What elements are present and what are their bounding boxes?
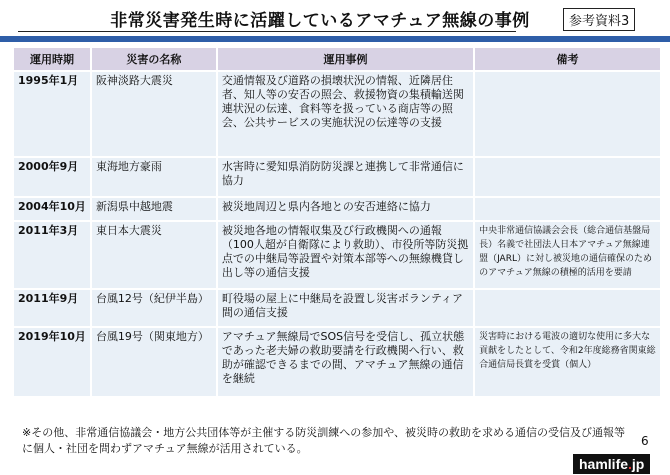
usage-cell: アマチュア無線局でSOS信号を受信し、孤立状態であった老夫婦の救助要請を行政機関へ行い、救助が確認できるまでの間、アマチュア無線の通信を継続 — [218, 328, 473, 396]
table-row — [14, 72, 660, 156]
table-row — [14, 222, 660, 288]
usage-cell: 交通情報及び道路の損壊状況の情報、近隣居住者、知人等の安否の照会、救援物資の集積輸送関連状況の伝達、食料等を扱っている商店等の照会、公共サービスの実施状況の伝達等の支援 — [218, 72, 473, 156]
usage-cell: 町役場の屋上に中継局を設置し災害ボランティア間の通信支援 — [218, 290, 473, 326]
period-cell: 2011年9月 — [14, 290, 90, 326]
period-cell: 2004年10月 — [14, 198, 90, 220]
period-cell: 2011年3月 — [14, 222, 90, 288]
column-header-period: 運用時期 — [14, 48, 90, 70]
note-cell — [475, 198, 660, 220]
column-header-disaster: 災害の名称 — [92, 48, 216, 70]
disaster-cell: 阪神淡路大震災 — [92, 72, 216, 156]
usage-cell: 被災地周辺と県内各地との安否連絡に協力 — [218, 198, 473, 220]
disaster-cell: 台風19号（関東地方） — [92, 328, 216, 396]
note-cell — [475, 158, 660, 196]
hamlife-logo — [573, 454, 650, 474]
note-cell: 災害時における電波の適切な使用に多大な貢献をしたとして、令和2年度総務省関東総合通信局長賞を受賞（個人） — [475, 328, 660, 396]
period-cell: 2019年10月 — [14, 328, 90, 396]
cases-table — [12, 46, 662, 398]
column-header-usage: 運用事例 — [218, 48, 473, 70]
note-cell — [475, 72, 660, 156]
logo-name: hamlife — [579, 456, 629, 472]
column-header-note: 備考 — [475, 48, 660, 70]
logo-dot: . — [628, 456, 632, 472]
table-row — [14, 328, 660, 396]
disaster-cell: 新潟県中越地震 — [92, 198, 216, 220]
note-cell — [475, 290, 660, 326]
disaster-cell: 東日本大震災 — [92, 222, 216, 288]
table-header-row — [14, 48, 660, 70]
usage-cell: 被災地各地の情報収集及び行政機関への通報（100人超が自衛隊により救助）、市役所等防災拠点での中継局等設置や対策本部等への無線機貸し出し等の通信支援 — [218, 222, 473, 288]
page-number: 6 — [641, 434, 649, 448]
usage-cell: 水害時に愛知県消防防災課と連携して非常通信に協力 — [218, 158, 473, 196]
table-row — [14, 290, 660, 326]
page-title: 非常災害発生時に活躍しているアマチュア無線の事例 — [110, 11, 530, 31]
table-row — [14, 198, 660, 220]
accent-bar — [0, 36, 670, 42]
table-row — [14, 158, 660, 196]
reference-label: 参考資料3 — [563, 8, 635, 31]
disaster-cell: 東海地方豪雨 — [92, 158, 216, 196]
note-cell: 中央非常通信協議会会長（総合通信基盤局長）名義で社団法人日本アマチュア無線連盟（JARL）に対し被災地の通信確保のためのアマチュア無線の積極的活用を要請 — [475, 222, 660, 288]
footnote: ※その他、非常通信協議会・地方公共団体等が主催する防災訓練への参加や、被災時の救助を求める通信の受信及び通報等に個人・社団を問わずアマチュア無線が活用されている。 — [22, 426, 625, 455]
logo-tld: jp — [631, 456, 645, 472]
disaster-cell: 台風12号（紀伊半島） — [92, 290, 216, 326]
period-cell: 1995年1月 — [14, 72, 90, 156]
title-underline — [18, 31, 516, 32]
period-cell: 2000年9月 — [14, 158, 90, 196]
